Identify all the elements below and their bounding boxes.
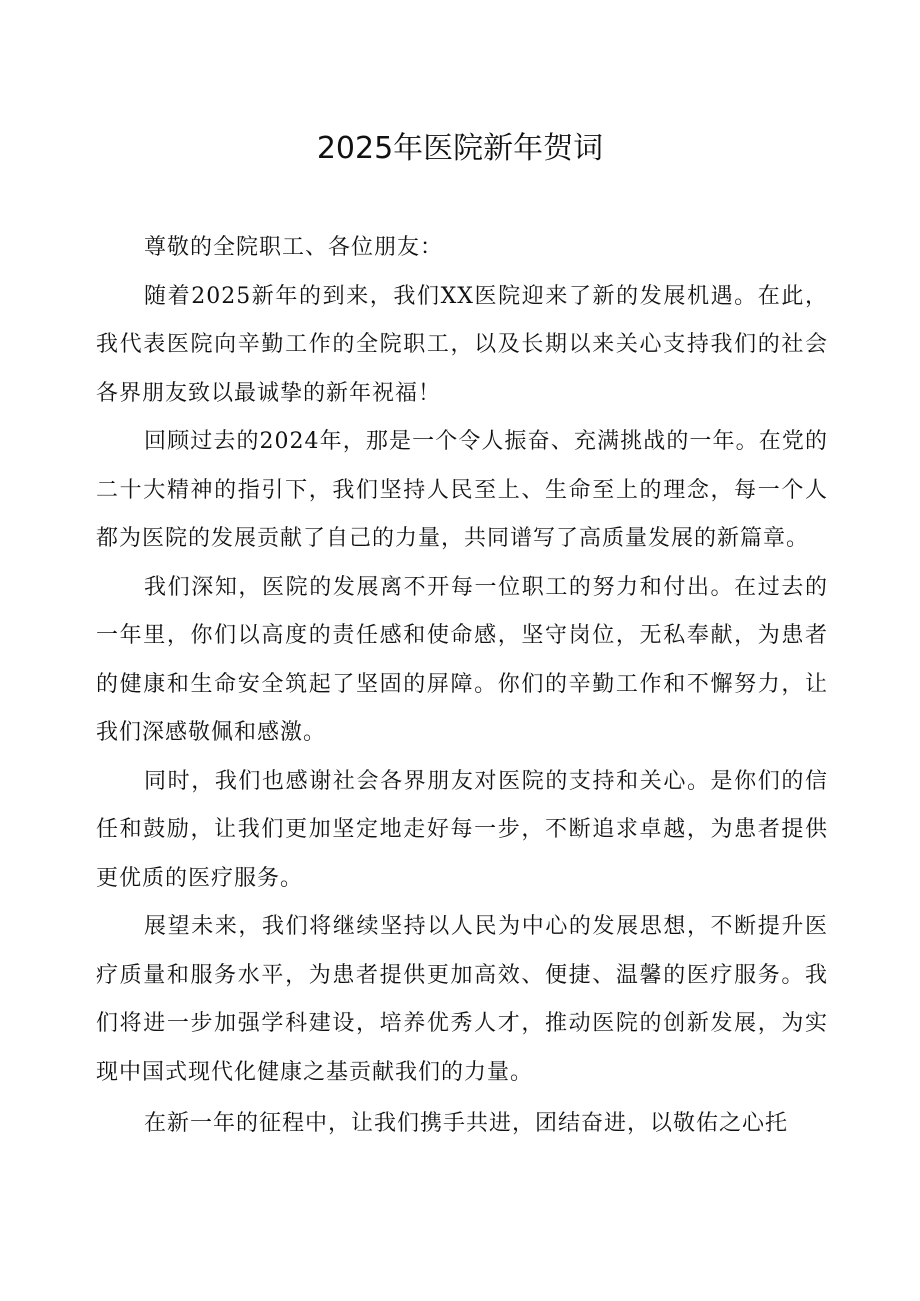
paragraph-review-2024: 回顾过去的2024年，那是一个令人振奋、充满挑战的一年。在党的二十大精神的指引下，我们坚持人民至上、生命至上的理念，每一个人都为医院的发展贡献了自己的力量，共同谱写了高质量发展的新篇章。 xyxy=(96,429,828,551)
paragraph-closing: 在新一年的征程中，让我们携手共进，团结奋进，以敬佑之心托 xyxy=(144,1111,789,1136)
document-title: 2025年医院新年贺词 xyxy=(316,131,604,166)
paragraph-new-year-wishes: 随着2025新年的到来，我们XX医院迎来了新的发展机遇。在此，我代表医院向辛勤工作的全院职工，以及长期以来关心支持我们的社会各界朋友致以最诚挚的新年祝福！ xyxy=(96,283,828,406)
paragraph-thanks-society: 同时，我们也感谢社会各界朋友对医院的支持和关心。是你们的信任和鼓励，让我们更加坚定地走好每一步，不断追求卓越，为患者提供更优质的医疗服务。 xyxy=(96,768,828,891)
salutation: 尊敬的全院职工、各位朋友： xyxy=(144,235,444,260)
paragraph-outlook: 展望未来，我们将继续坚持以人民为中心的发展思想，不断提升医疗质量和服务水平，为患者提供更加高效、便捷、温馨的医疗服务。我们将进一步加强学科建设，培养优秀人才，推动医院的创新发展，为实现中国式现代化健康之基贡献我们的力量。 xyxy=(96,914,828,1085)
paragraph-thanks-staff: 我们深知，医院的发展离不开每一位职工的努力和付出。在过去的一年里，你们以高度的责任感和使命感，坚守岗位，无私奉献，为患者的健康和生命安全筑起了坚固的屏障。你们的辛勤工作和不懈努力，让我们深感敬佩和感激。 xyxy=(96,574,828,745)
document-body xyxy=(96,224,828,1149)
